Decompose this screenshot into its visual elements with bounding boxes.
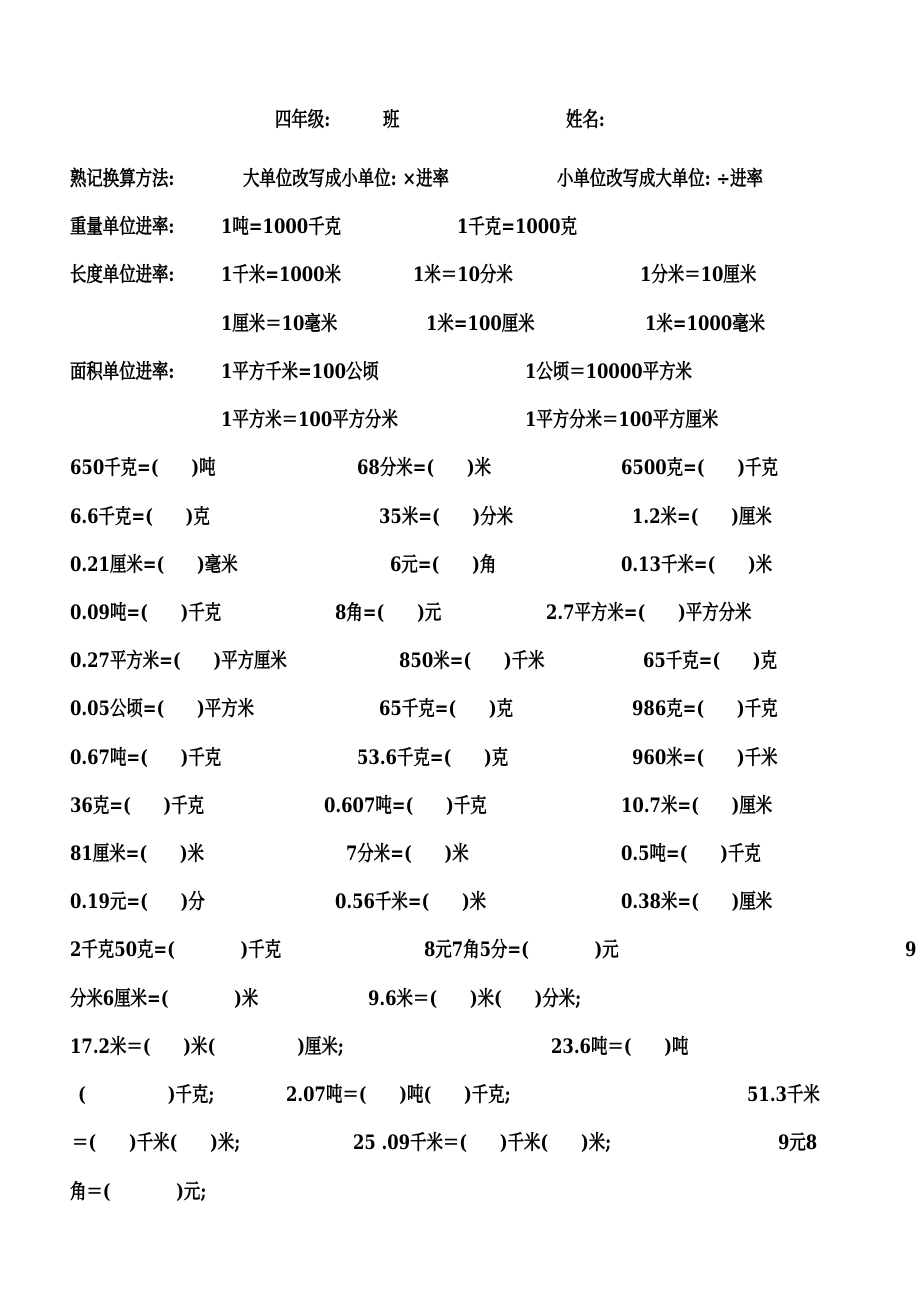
- length-label: 长度单位进率:: [70, 262, 175, 286]
- compound-item: 8元7角5分=( )元: [424, 937, 619, 961]
- exercise-item: 53.6千克=( )克: [357, 745, 509, 769]
- exercise-item: 68分米=( )米: [357, 455, 492, 479]
- compound-item: 分米6厘米=( )米: [70, 986, 259, 1010]
- exercise-item: 65千克=( )克: [379, 696, 514, 720]
- method-label: 熟记换算方法:: [70, 166, 175, 190]
- length-rate: 1米=100厘米: [426, 311, 535, 335]
- exercise-item: 81厘米=( )米: [70, 841, 205, 865]
- compound-item: 51.3千米: [747, 1082, 820, 1106]
- exercise-item: 36克=( )千克: [70, 793, 205, 817]
- exercise-item: 960米=( )千米: [632, 745, 778, 769]
- compound-item: 9.6米＝( )米( )分米;: [368, 986, 582, 1010]
- method-big-to-small: 大单位改写成小单位: ×进率: [243, 166, 449, 190]
- length-rate: 1厘米＝10毫米: [221, 311, 338, 335]
- compound-item: 2.07吨＝( )吨( )千克;: [286, 1082, 511, 1106]
- length-rate: 1千米=1000米: [221, 262, 342, 286]
- exercise-item: 850米=( )千米: [399, 648, 545, 672]
- exercise-item: 6500克=( )千克: [621, 455, 778, 479]
- exercise-item: 0.19元=( )分: [70, 889, 205, 913]
- area-label: 面积单位进率:: [70, 359, 175, 383]
- compound-item: 9元8: [778, 1130, 818, 1154]
- exercise-item: 6.6千克=( )克: [70, 504, 210, 528]
- weight-rate-2: 1千克=1000克: [457, 214, 578, 238]
- weight-rate-1: 1吨=1000千克: [221, 214, 342, 238]
- area-rate: 1平方米＝100平方分米: [221, 407, 398, 431]
- length-rate: 1分米＝10厘米: [640, 262, 757, 286]
- compound-item: ＝( )千米( )米;: [72, 1130, 241, 1154]
- area-rate: 1平方分米＝100平方厘米: [525, 407, 719, 431]
- exercise-item: 0.09吨=( )千克: [70, 600, 222, 624]
- method-small-to-big: 小单位改写成大单位: ÷进率: [557, 166, 763, 190]
- weight-label: 重量单位进率:: [70, 214, 175, 238]
- exercise-item: 2.7平方米=( )平方分米: [546, 600, 752, 624]
- length-rate: 1米＝10分米: [413, 262, 513, 286]
- exercise-item: 0.56千米=( )米: [335, 889, 487, 913]
- length-rate: 1米=1000毫米: [645, 311, 766, 335]
- exercise-item: 6元=( )角: [390, 552, 497, 576]
- exercise-item: 0.607吨=( )千克: [324, 793, 487, 817]
- exercise-item: 1.2米=( )厘米: [632, 504, 772, 528]
- compound-item: ( )千克;: [78, 1082, 215, 1106]
- exercise-item: 0.05公顷=( )平方米: [70, 696, 255, 720]
- compound-item: 17.2米＝( )米( )厘米;: [70, 1034, 344, 1058]
- exercise-item: 10.7米=( )厘米: [621, 793, 773, 817]
- exercise-item: 7分米=( )米: [346, 841, 469, 865]
- name-label: 姓名:: [566, 107, 605, 131]
- class-label: 班: [383, 107, 400, 131]
- area-rate: 1平方千米=100公顷: [221, 359, 379, 383]
- compound-item: 9: [905, 937, 917, 961]
- exercise-item: 0.27平方米=( )平方厘米: [70, 648, 287, 672]
- exercise-item: 0.5吨=( )千克: [621, 841, 761, 865]
- exercise-item: 986克=( )千克: [632, 696, 778, 720]
- compound-item: 23.6吨＝( )吨: [551, 1034, 689, 1058]
- area-rate: 1公顷＝10000平方米: [525, 359, 692, 383]
- exercise-item: 35米=( )分米: [379, 504, 514, 528]
- compound-item: 25 .09千米＝( )千米( )米;: [353, 1130, 612, 1154]
- exercise-item: 65千克=( )克: [643, 648, 778, 672]
- exercise-item: 0.67吨=( )千克: [70, 745, 222, 769]
- exercise-item: 650千克=( )吨: [70, 455, 216, 479]
- exercise-item: 0.38米=( )厘米: [621, 889, 773, 913]
- compound-item: 角＝( )元;: [70, 1179, 207, 1203]
- compound-item: 2千克50克=( )千克: [70, 937, 282, 961]
- grade-label: 四年级:: [275, 107, 331, 131]
- exercise-item: 0.21厘米=( )毫米: [70, 552, 238, 576]
- exercise-item: 8角=( )元: [335, 600, 442, 624]
- exercise-item: 0.13千米=( )米: [621, 552, 773, 576]
